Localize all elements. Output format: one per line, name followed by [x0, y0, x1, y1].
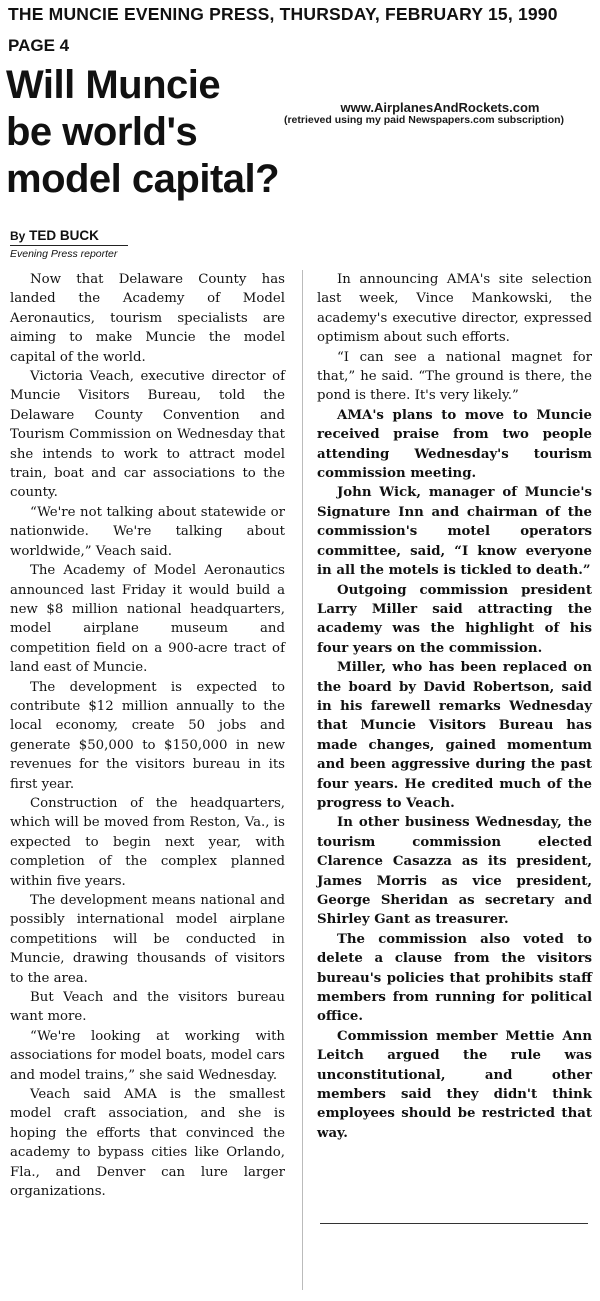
column-divider [302, 270, 303, 1290]
source-note: (retrieved using my paid Newspapers.com subscription) [283, 114, 565, 126]
headline-line-1: Will Muncie [6, 63, 221, 107]
byline [10, 228, 99, 243]
byline-role: Evening Press reporter [10, 248, 118, 260]
page-number: PAGE 4 [8, 36, 70, 55]
paragraph: The development is expected to contribute $12 million annually to the local economy, create 50 jobs and generate $50,000 to $150,000 in new revenues for the visitors bureau in its first year. [10, 679, 285, 792]
paragraph: The Academy of Model Aeronautics announced last Friday it would build a new $8 million national headquarters, model airplane museum and competition field on a 900-acre tract of land east of Muncie. [10, 563, 285, 676]
paragraph: Victoria Veach, executive director of Muncie Visitors Bureau, told the Delaware County Convention and Tourism Commission on Wednesday that she intends to work to attract model train, boat and car associations to the county. [10, 369, 285, 501]
byline-by: By [10, 229, 26, 243]
source-site: www.AirplanesAndRockets.com [340, 100, 540, 115]
headline-line-3: model capital? [6, 157, 280, 201]
paragraph: Veach said AMA is the smallest model craft association, and she is hoping the efforts that convinced the academy to bypass cities like Orlando, Fla., and Denver can lure larger organizations. [10, 1087, 285, 1200]
paragraph: “I can see a national magnet for that,” he said. “The ground is there, the pond is there. It's very likely.” [317, 349, 592, 404]
paragraph: Outgoing commission president Larry Miller said attracting the academy was the highlight of his four years on the commission. [317, 582, 592, 656]
article-right-column [317, 270, 592, 1143]
paragraph: In other business Wednesday, the tourism commission elected Clarence Casazza as its president, James Morris as vice president, George Sheridan as secretary and Shirley Gant as treasurer. [317, 815, 592, 928]
paragraph: The development means national and possibly international model airplane competitions will be conducted in Muncie, drawing thousands of visitors to the area. [10, 893, 285, 986]
headline [6, 62, 306, 203]
masthead: THE MUNCIE EVENING PRESS, THURSDAY, FEBRUARY 15, 1990 [8, 4, 558, 24]
end-of-story-rule [320, 1223, 588, 1224]
article-left-column [10, 270, 285, 1202]
paragraph: Commission member Mettie Ann Leitch argued the rule was unconstitutional, and other members said they didn't think employees should be restricted that way. [317, 1028, 592, 1141]
byline-author: TED BUCK [29, 228, 99, 243]
paragraph: The commission also voted to delete a clause from the visitors bureau's policies that prohibits staff members from running for political office. [317, 931, 592, 1025]
paragraph: But Veach and the visitors bureau want more. [10, 990, 285, 1025]
paragraph: Miller, who has been replaced on the board by David Robertson, said in his farewell remarks Wednesday that Muncie Visitors Bureau has made changes, gained momentum and been aggressive during the past four years. He credited much of the progress to Veach. [317, 660, 592, 811]
byline-rule [10, 245, 128, 246]
headline-line-2: be world's [6, 110, 198, 154]
paragraph: Now that Delaware County has landed the Academy of Model Aeronautics, tourism specialists are aiming to make Muncie the model capital of the world. [10, 272, 285, 365]
paragraph: “We're not talking about statewide or nationwide. We're talking about worldwide,” Veach said. [10, 504, 285, 559]
paragraph: In announcing AMA's site selection last week, Vince Mankowski, the academy's executive director, expressed optimism about such efforts. [317, 272, 592, 346]
paragraph: Construction of the headquarters, which will be moved from Reston, Va., is expected to begin next year, with completion of the complex planned within five years. [10, 795, 285, 889]
paragraph: AMA's plans to move to Muncie received praise from two people attending Wednesday's tourism commission meeting. [317, 407, 592, 482]
paragraph: John Wick, manager of Muncie's Signature Inn and chairman of the commission's motel operators committee, said, “I know everyone in all the motels is tickled to death.” [317, 485, 592, 579]
paragraph: “We're looking at working with associations for model boats, model cars and model trains,” she said Wednesday. [10, 1028, 285, 1083]
